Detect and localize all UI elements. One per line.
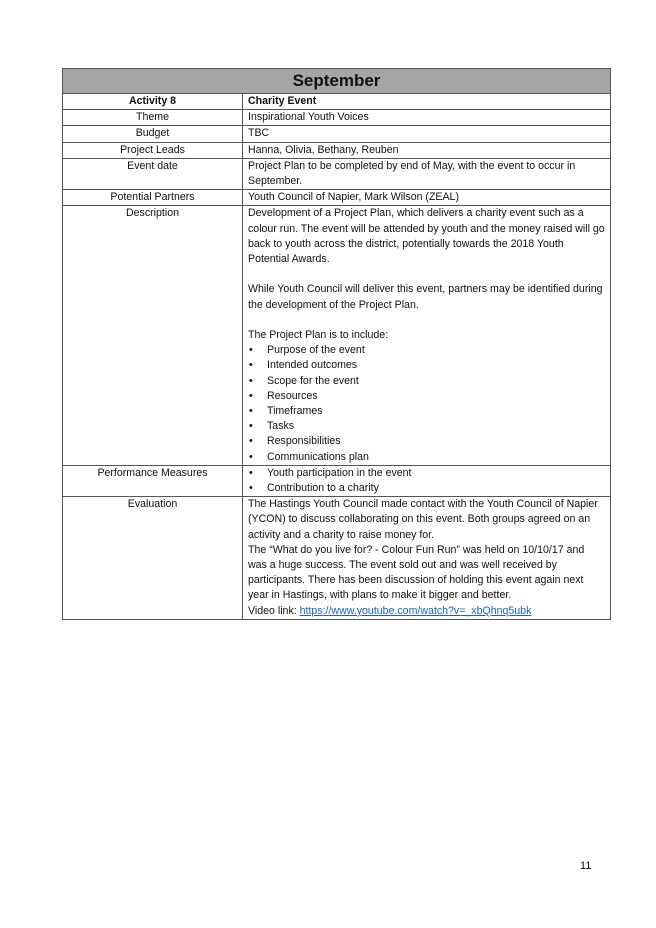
video-link-prefix: Video link: xyxy=(248,604,300,617)
description-row xyxy=(63,206,611,465)
activity-header-row xyxy=(63,94,611,110)
performance-cell xyxy=(243,465,611,496)
video-link[interactable]: https://www.youtube.com/watch?v=_xbQhnq5ubk xyxy=(299,604,532,617)
budget-label: Budget xyxy=(63,126,243,142)
month-header-row xyxy=(63,69,611,94)
partners-row xyxy=(63,190,611,206)
list-item: • Tasks xyxy=(248,419,605,434)
theme-value: Inspirational Youth Voices xyxy=(243,110,611,126)
activity-table xyxy=(62,68,611,620)
budget-value: TBC xyxy=(243,126,611,142)
list-item: • Resources xyxy=(248,389,605,404)
list-item: • Intended outcomes xyxy=(248,358,605,373)
evaluation-row xyxy=(63,497,611,620)
project-leads-row xyxy=(63,142,611,158)
evaluation-paragraph: The Hastings Youth Council made contact with the Youth Council of Napier (YCON) to discuss collaborating on this event. Both groups agreed on an activity and a charity to raise money for. xyxy=(248,498,598,541)
description-paragraph: While Youth Council will deliver this event, partners may be identified during the development of the Project Plan. xyxy=(248,283,603,311)
description-paragraph: The Project Plan is to include: xyxy=(248,329,389,342)
theme-row xyxy=(63,110,611,126)
list-item: • Timeframes xyxy=(248,404,605,419)
project-leads-value: Hanna, Olivia, Bethany, Reuben xyxy=(243,142,611,158)
activity-name: Charity Event xyxy=(243,94,611,110)
event-date-row xyxy=(63,158,611,189)
budget-row xyxy=(63,126,611,142)
partners-label: Potential Partners xyxy=(63,190,243,206)
description-paragraph: Development of a Project Plan, which delivers a charity event such as a colour run. The event will be attended by youth and the money raised will go back to youth across the district, potentially towards the 2018 Youth Potential Awards. xyxy=(248,207,605,266)
evaluation-cell xyxy=(243,497,611,620)
list-item: • Responsibilities xyxy=(248,434,605,449)
video-link-line xyxy=(248,604,605,619)
list-item: • Scope for the event xyxy=(248,374,605,389)
activity-number: Activity 8 xyxy=(63,94,243,110)
list-item: • Youth participation in the event xyxy=(248,466,605,481)
event-date-label: Event date xyxy=(63,158,243,189)
plan-contents-list xyxy=(248,343,605,465)
theme-label: Theme xyxy=(63,110,243,126)
page-number: 11 xyxy=(580,860,592,872)
performance-list xyxy=(248,466,605,496)
month-title: September xyxy=(63,69,611,94)
list-item: • Communications plan xyxy=(248,450,605,465)
description-label: Description xyxy=(63,206,243,465)
evaluation-paragraph: The “What do you live for? - Colour Fun Run” was held on 10/10/17 and was a huge success. The event sold out and was well received by participants. There has been discussion of holding this event again next year in Hastings, with plans to make it bigger and better. xyxy=(248,543,585,602)
performance-label: Performance Measures xyxy=(63,465,243,496)
description-cell xyxy=(243,206,611,465)
performance-row xyxy=(63,465,611,496)
project-leads-label: Project Leads xyxy=(63,142,243,158)
list-item: • Contribution to a charity xyxy=(248,481,605,496)
list-item: • Purpose of the event xyxy=(248,343,605,358)
evaluation-label: Evaluation xyxy=(63,497,243,620)
event-date-value: Project Plan to be completed by end of May, with the event to occur in September. xyxy=(243,158,611,189)
partners-value: Youth Council of Napier, Mark Wilson (ZEAL) xyxy=(243,190,611,206)
